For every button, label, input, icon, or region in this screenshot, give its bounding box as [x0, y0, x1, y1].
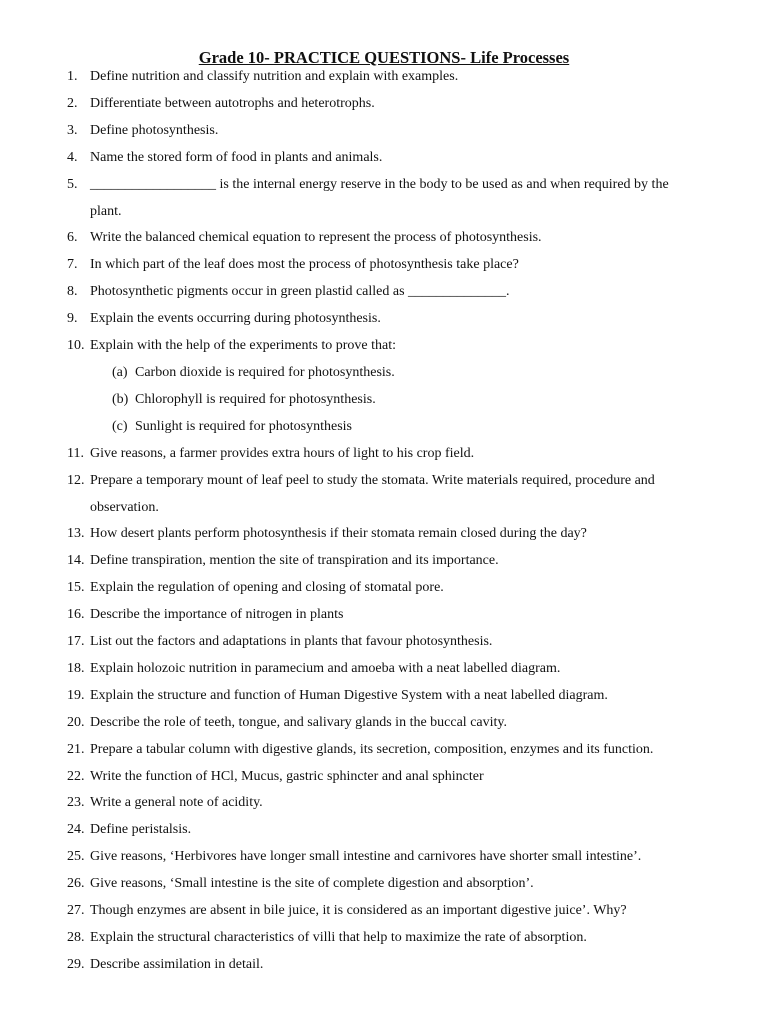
- question-item: [0, 790, 768, 817]
- question-number: 5.: [67, 176, 78, 192]
- question-item: [0, 683, 768, 710]
- question-item: [0, 575, 768, 602]
- page-title: Grade 10- PRACTICE QUESTIONS- Life Processes: [198, 48, 570, 67]
- question-item: [0, 764, 768, 791]
- question-text: Write the function of HCl, Mucus, gastric sphincter and anal sphincter: [90, 768, 484, 784]
- question-number: 15.: [67, 580, 85, 596]
- question-number: 2.: [67, 95, 78, 111]
- question-number: 18.: [67, 660, 85, 676]
- question-item: [0, 333, 768, 360]
- question-text: Define nutrition and classify nutrition and explain with examples.: [90, 69, 459, 84]
- question-number: 16.: [67, 607, 85, 623]
- question-number: 7.: [67, 257, 78, 273]
- question-item: [0, 279, 768, 306]
- question-item: [0, 225, 768, 252]
- question-number: 14.: [67, 553, 85, 569]
- question-item: [0, 629, 768, 656]
- question-text: Differentiate between autotrophs and heterotrophs.: [90, 95, 375, 111]
- question-list: [0, 64, 768, 979]
- question-item: [0, 441, 768, 468]
- question-text: Prepare a temporary mount of leaf peel to study the stomata. Write materials required, procedure and: [90, 472, 655, 488]
- question-number: 25.: [67, 849, 85, 865]
- question-number: 11.: [67, 445, 84, 461]
- question-item: [0, 871, 768, 898]
- question-item: [0, 521, 768, 548]
- question-item: [0, 306, 768, 333]
- question-number: 22.: [67, 768, 85, 784]
- question-text: Define transpiration, mention the site of transpiration and its importance.: [90, 553, 499, 569]
- question-number: 26.: [67, 876, 85, 892]
- question-number: 10.: [67, 338, 85, 354]
- question-item: [0, 925, 768, 952]
- sub-item: [0, 387, 768, 414]
- sub-item-text: Chlorophyll is required for photosynthesis.: [135, 391, 376, 407]
- question-text: Give reasons, a farmer provides extra hours of light to his crop field.: [90, 445, 475, 461]
- question-text: Give reasons, ‘Herbivores have longer small intestine and carnivores have shorter small intestine’.: [90, 849, 642, 865]
- question-number: 8.: [67, 284, 78, 300]
- question-item: [0, 952, 768, 979]
- sub-item-letter: (b): [112, 391, 129, 407]
- question-text: Prepare a tabular column with digestive glands, its secretion, composition, enzymes and its function.: [90, 741, 654, 757]
- question-text: Give reasons, ‘Small intestine is the site of complete digestion and absorption’.: [90, 876, 534, 892]
- sub-item: [0, 414, 768, 441]
- question-item: [0, 710, 768, 737]
- question-item: [0, 817, 768, 844]
- question-number: 6.: [67, 230, 78, 246]
- question-text: Though enzymes are absent in bile juice, it is considered as an important digestive juice’. Why?: [90, 903, 627, 919]
- question-number: 17.: [67, 634, 85, 650]
- question-number: 12.: [67, 472, 85, 488]
- sub-item-letter: (a): [112, 364, 128, 380]
- question-item: [0, 737, 768, 764]
- question-text: __________________ is the internal energy reserve in the body to be used as and when required by the: [90, 176, 669, 192]
- question-number: 21.: [67, 741, 85, 757]
- question-text: How desert plants perform photosynthesis if their stomata remain closed during the day?: [90, 526, 587, 542]
- question-text: In which part of the leaf does most the process of photosynthesis take place?: [90, 257, 519, 273]
- question-number: 3.: [67, 122, 78, 138]
- question-text-continued: plant.: [90, 203, 122, 219]
- question-item: [0, 656, 768, 683]
- question-text: Write a general note of acidity.: [90, 795, 263, 811]
- question-text: Describe assimilation in detail.: [90, 956, 264, 972]
- question-item: [0, 118, 768, 145]
- question-item: [0, 145, 768, 172]
- question-number: 28.: [67, 930, 85, 945]
- question-text: Explain the structural characteristics of villi that help to maximize the rate of absorption.: [90, 930, 587, 945]
- question-item: [0, 844, 768, 871]
- sub-item: [0, 360, 768, 387]
- question-number: 13.: [67, 526, 85, 542]
- question-text: Explain with the help of the experiments to prove that:: [90, 338, 396, 354]
- question-item: [0, 468, 768, 522]
- question-text: Explain the events occurring during photosynthesis.: [90, 311, 381, 327]
- question-text: Explain the regulation of opening and closing of stomatal pore.: [90, 580, 444, 596]
- question-number: 19.: [67, 687, 85, 703]
- question-text: Define photosynthesis.: [90, 122, 219, 138]
- question-number: 1.: [67, 69, 78, 84]
- question-number: 23.: [67, 795, 85, 811]
- question-text: Describe the importance of nitrogen in plants: [90, 607, 344, 623]
- question-item: [0, 898, 768, 925]
- question-number: 29.: [67, 956, 85, 972]
- question-item: [0, 172, 768, 226]
- question-item: [0, 91, 768, 118]
- sub-item-letter: (c): [112, 418, 128, 434]
- question-item: [0, 548, 768, 575]
- question-number: 27.: [67, 903, 85, 919]
- question-item: [0, 602, 768, 629]
- question-text: Explain holozoic nutrition in paramecium and amoeba with a neat labelled diagram.: [90, 660, 561, 676]
- question-item: [0, 252, 768, 279]
- question-text: List out the factors and adaptations in plants that favour photosynthesis.: [90, 634, 493, 650]
- question-text: Define peristalsis.: [90, 822, 192, 838]
- question-item: [0, 64, 768, 91]
- question-text: Name the stored form of food in plants and animals.: [90, 149, 383, 165]
- question-number: 24.: [67, 822, 85, 838]
- question-text: Describe the role of teeth, tongue, and salivary glands in the buccal cavity.: [90, 714, 507, 730]
- question-text: Explain the structure and function of Human Digestive System with a neat labelled diagram.: [90, 687, 608, 703]
- question-number: 20.: [67, 714, 85, 730]
- question-text: Write the balanced chemical equation to represent the process of photosynthesis.: [90, 230, 542, 246]
- question-number: 4.: [67, 149, 78, 165]
- sub-item-text: Sunlight is required for photosynthesis: [135, 418, 352, 434]
- sub-item-text: Carbon dioxide is required for photosynthesis.: [135, 364, 395, 380]
- question-text-continued: observation.: [90, 499, 159, 515]
- question-number: 9.: [67, 311, 78, 327]
- question-text: Photosynthetic pigments occur in green plastid called as ______________.: [90, 284, 510, 300]
